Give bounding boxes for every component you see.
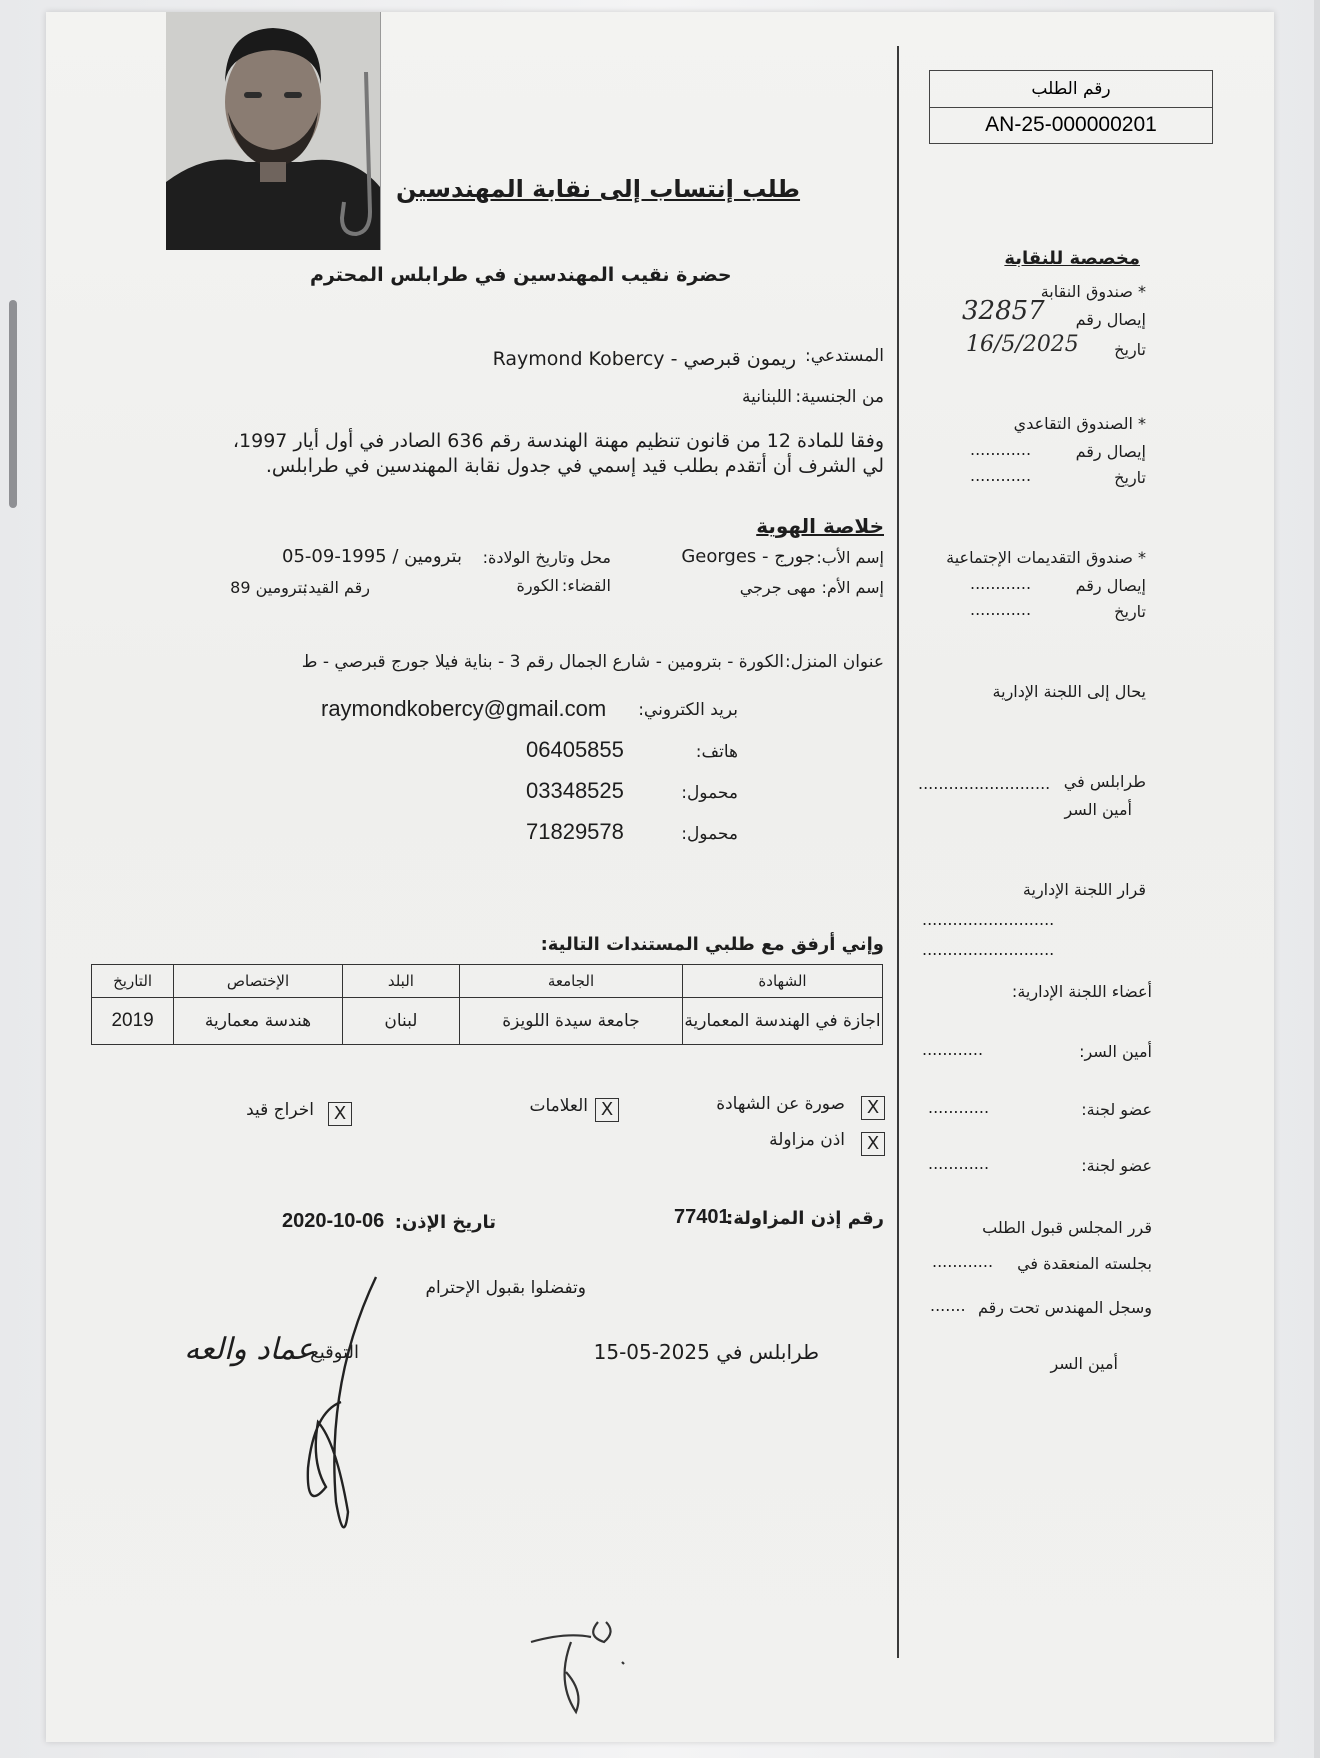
signature-label: التوقيع — [310, 1342, 359, 1363]
table-cell: اجازة في الهندسة المعمارية — [683, 998, 883, 1045]
table-header: الشهادة — [683, 965, 883, 998]
birth-value: بترومين / 1995-09-05 — [282, 546, 462, 567]
retirement-date-label: تاريخ — [1114, 468, 1146, 487]
applicant-label: المستدعي: — [805, 346, 884, 366]
request-number-box — [929, 70, 1213, 144]
form-title: طلب إنتساب إلى نقابة المهندسين — [396, 175, 801, 203]
email-label: بريد الكتروني: — [638, 700, 738, 720]
referred-label: يحال إلى اللجنة الإدارية — [992, 682, 1146, 701]
secretary-label-1: أمين السر — [1064, 800, 1132, 819]
place-date: طرابلس في 2025-05-15 — [593, 1340, 819, 1364]
committee-member-dots-1: ............ — [928, 1098, 990, 1117]
attachments-heading: وإني أرفق مع طلبي المستندات التالية: — [540, 934, 884, 955]
permit-date-value: 2020-10-06 — [282, 1210, 385, 1232]
retirement-fund-label: * الصندوق التقاعدي — [1013, 414, 1146, 433]
intro-line-1: وفقا للمادة 12 من قانون تنظيم مهنة الهندسة رقم 636 الصادر في أول أيار 1997، — [232, 430, 884, 452]
table-cell: لبنان — [342, 998, 459, 1045]
table-header: الإختصاص — [174, 965, 343, 998]
committee-decision-dots-2: .......................... — [922, 940, 1055, 959]
vertical-scrollbar[interactable] — [9, 300, 17, 508]
nationality-label: من الجنسية: — [795, 387, 884, 407]
social-date-label: تاريخ — [1114, 602, 1146, 621]
phone-value: 06405855 — [526, 737, 624, 762]
grades-label: العلامات — [529, 1096, 588, 1116]
registered-under-dots: ....... — [930, 1296, 966, 1315]
union-date-label: تاريخ — [1114, 340, 1146, 359]
closing-respect: وتفضلوا بقبول الإحترام — [425, 1278, 586, 1298]
address-label: عنوان المنزل: — [785, 652, 884, 672]
union-date-handwritten: 16/5/2025 — [966, 332, 1079, 357]
father-value: جورج - Georges — [681, 546, 815, 567]
committee-decision-label: قرار اللجنة الإدارية — [1022, 880, 1146, 899]
checkbox-grades[interactable]: X — [595, 1098, 619, 1122]
request-number-label: رقم الطلب — [930, 71, 1212, 108]
table-cell: هندسة معمارية — [174, 998, 343, 1045]
table-row — [92, 998, 883, 1045]
union-fund-label: * صندوق النقابة — [1040, 282, 1146, 301]
cert-copy-label: صورة عن الشهادة — [716, 1094, 845, 1114]
retirement-receipt-dots: ............ — [970, 440, 1032, 459]
table-header: الجامعة — [459, 965, 682, 998]
committee-member-label-1: عضو لجنة: — [1081, 1100, 1152, 1119]
signature-name: عماد والعه — [184, 1332, 314, 1367]
social-receipt-dots: ............ — [970, 574, 1032, 593]
union-receipt-label: إيصال رقم — [1075, 310, 1146, 329]
column-divider — [897, 46, 899, 1658]
committee-member-label-2: عضو لجنة: — [1081, 1156, 1152, 1175]
mother-value: مهى جرجي — [739, 578, 816, 597]
permit-number-value: 77401 — [674, 1206, 730, 1228]
table-header: التاريخ — [92, 965, 174, 998]
tripoli-in-label: طرابلس في — [1063, 772, 1146, 791]
district-value: الكورة — [516, 576, 559, 595]
table-header-row — [92, 965, 883, 998]
social-fund-label: * صندوق التقديمات الإجتماعية — [946, 548, 1146, 567]
secretary-label-2: أمين السر — [1050, 1354, 1118, 1373]
portrait-image — [166, 12, 380, 250]
initials-scribble — [526, 1612, 636, 1722]
sidebar-heading: مخصصة للنقابة — [1004, 248, 1140, 269]
union-receipt-handwritten: 32857 — [962, 296, 1045, 326]
social-date-dots: ............ — [970, 600, 1032, 619]
committee-decision-dots-1: .......................... — [922, 910, 1055, 929]
permit-date-label: تاريخ الإذن: — [394, 1212, 496, 1233]
registered-under-label: وسجل المهندس تحت رقم — [977, 1298, 1152, 1317]
checkbox-practice-permit[interactable]: X — [861, 1132, 885, 1156]
identity-heading: خلاصة الهوية — [756, 514, 884, 538]
email-value: raymondkobercy@gmail.com — [321, 696, 607, 721]
session-held-label: بجلسته المنعقدة في — [1017, 1254, 1152, 1273]
committee-members-label: أعضاء اللجنة الإدارية: — [1011, 982, 1152, 1001]
checkbox-cert-copy[interactable]: X — [861, 1096, 885, 1120]
table-header: البلد — [342, 965, 459, 998]
degree-table — [91, 964, 883, 1045]
address-value: الكورة - بترومين - شارع الجمال رقم 3 - بناية فيلا جورج قبرصي - ط — [301, 652, 784, 672]
session-held-dots: ............ — [932, 1252, 994, 1271]
table-cell: 2019 — [92, 998, 174, 1045]
applicant-photo — [166, 12, 381, 250]
secretary-colon-label: أمين السر: — [1079, 1042, 1152, 1061]
intro-line-2: لي الشرف أن أتقدم بطلب قيد إسمي في جدول نقابة المهندسين في طرابلس. — [265, 455, 884, 477]
mother-label: إسم الأم: — [821, 578, 884, 597]
father-label: إسم الأب: — [816, 548, 884, 567]
viewer-edge — [1314, 0, 1320, 1758]
nationality-value: اللبنانية — [742, 387, 792, 407]
retirement-receipt-label: إيصال رقم — [1075, 442, 1146, 461]
request-number-value: AN-25-000000201 — [985, 113, 1157, 136]
mobile-value-2: 71829578 — [526, 819, 624, 844]
checkbox-registry-extract[interactable]: X — [328, 1102, 352, 1126]
registry-label: رقم القيد: — [302, 578, 370, 597]
permit-number-label: رقم إذن المزاولة: — [726, 1208, 884, 1229]
council-decided-label: قرر المجلس قبول الطلب — [982, 1218, 1152, 1237]
mobile-value-1: 03348525 — [526, 778, 624, 803]
practice-permit-label: اذن مزاولة — [769, 1130, 845, 1150]
registry-value: بترومين 89 — [230, 578, 307, 597]
district-label: القضاء: — [561, 576, 611, 595]
committee-member-dots-2: ............ — [928, 1154, 990, 1173]
secretary-dots: ............ — [922, 1040, 984, 1059]
retirement-date-dots: ............ — [970, 466, 1032, 485]
mobile-label-1: محمول: — [681, 783, 738, 803]
table-cell: جامعة سيدة اللويزة — [459, 998, 682, 1045]
social-receipt-label: إيصال رقم — [1075, 576, 1146, 595]
birth-label: محل وتاريخ الولادة: — [482, 548, 611, 567]
registry-extract-label: اخراج قيد — [246, 1100, 314, 1120]
phone-label: هاتف: — [695, 742, 738, 762]
signature-scribble — [266, 1272, 426, 1552]
applicant-name: ريمون قبرصي - Raymond Kobercy — [492, 348, 796, 370]
addressee: حضرة نقيب المهندسين في طرابلس المحترم — [310, 264, 732, 286]
document-page — [46, 12, 1274, 1742]
tripoli-in-dots: .......................... — [918, 774, 1051, 793]
mobile-label-2: محمول: — [681, 824, 738, 844]
